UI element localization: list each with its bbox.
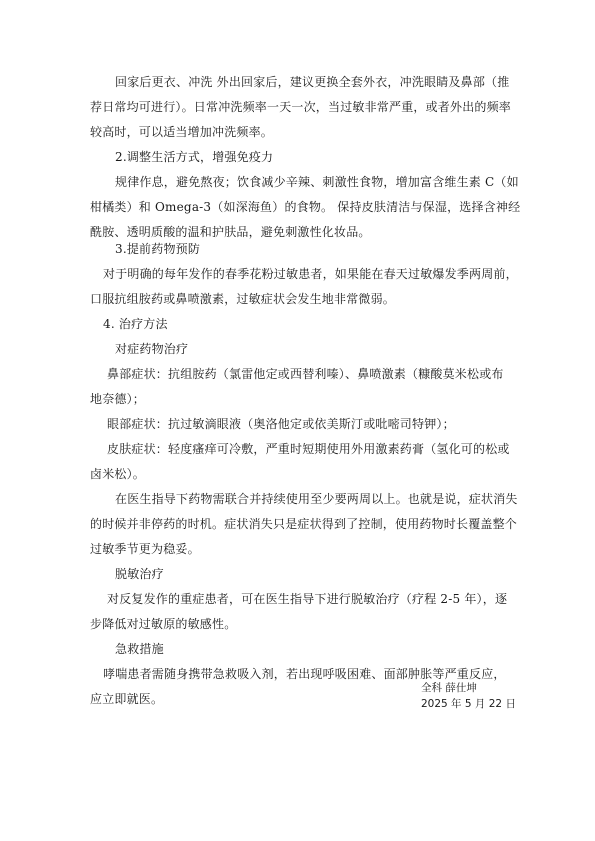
paragraph-line: 地奈德）； [90, 392, 146, 406]
paragraph-line: 过敏季节更为稳妥。 [90, 542, 200, 556]
paragraph-line: 口服抗组胺药或鼻喷激素，过敏症状会发生地非常微弱。 [90, 292, 396, 306]
signature-date: 2025 年 5 月 22 日 [421, 698, 516, 710]
paragraph-line: 的时候并非停药的时机。症状消失只是症状得到了控制，使用药物时长覆盖整个 [90, 517, 518, 531]
paragraph-line: 哮喘患者需随身携带急救吸入剂，若出现呼吸困难、面部肿胀等严重反应， [103, 667, 506, 681]
subsection-heading: 对症药物治疗 [115, 342, 189, 356]
paragraph-line: 对于明确的每年发作的春季花粉过敏患者，如果能在春天过敏爆发季两周前， [103, 267, 518, 281]
paragraph-line: 步降低对过敏原的敏感性。 [90, 617, 237, 631]
paragraph-line: 卤米松）。 [90, 467, 146, 481]
paragraph-line: 柑橘类）和 Omega-3（如深海鱼）的食物。 保持皮肤清洁与保湿，选择含神经 [90, 200, 521, 214]
section-heading: 3.提前药物预防 [115, 242, 201, 256]
subsection-heading: 急救措施 [115, 642, 164, 656]
signature-author: 全科 薛仕坤 [421, 682, 477, 694]
paragraph-line: 眼部症状：抗过敏滴眼液（奥洛他定或依美斯汀或吡嘧司特钾）； [107, 417, 455, 431]
paragraph-line: 荐日常均可进行）。日常冲洗频率一天一次，当过敏非常严重，或者外出的频率 [90, 100, 512, 114]
paragraph-line: 酰胺、透明质酸的温和护肤品，避免刺激性化妆品。 [90, 225, 371, 239]
paragraph-line: 对反复发作的重症患者，可在医生指导下进行脱敏治疗（疗程 2-5 年），逐 [107, 592, 508, 606]
paragraph-line: 回家后更衣、冲洗 外出回家后，建议更换全套外衣，冲洗眼睛及鼻部（推 [115, 75, 510, 89]
paragraph-line: 较高时，可以适当增加冲洗频率。 [90, 125, 274, 139]
paragraph-line: 鼻部症状：抗组胺药（氯雷他定或西替利嗪）、鼻喷激素（糠酸莫米松或布 [107, 367, 504, 381]
paragraph-line: 规律作息，避免熬夜；饮食减少辛辣、刺激性食物，增加富含维生素 C（如 [115, 175, 519, 189]
paragraph-line: 应立即就医。 [90, 692, 164, 706]
section-heading: 2.调整生活方式，增强免疫力 [115, 150, 274, 164]
paragraph-line: 皮肤症状：轻度瘙痒可冷敷，严重时短期使用外用激素药膏（氢化可的松或 [107, 442, 510, 456]
subsection-heading: 脱敏治疗 [115, 567, 164, 581]
section-heading: 4. 治疗方法 [103, 317, 168, 331]
paragraph-line: 在医生指导下药物需联合并持续使用至少要两周以上。也就是说，症状消失 [115, 492, 518, 506]
